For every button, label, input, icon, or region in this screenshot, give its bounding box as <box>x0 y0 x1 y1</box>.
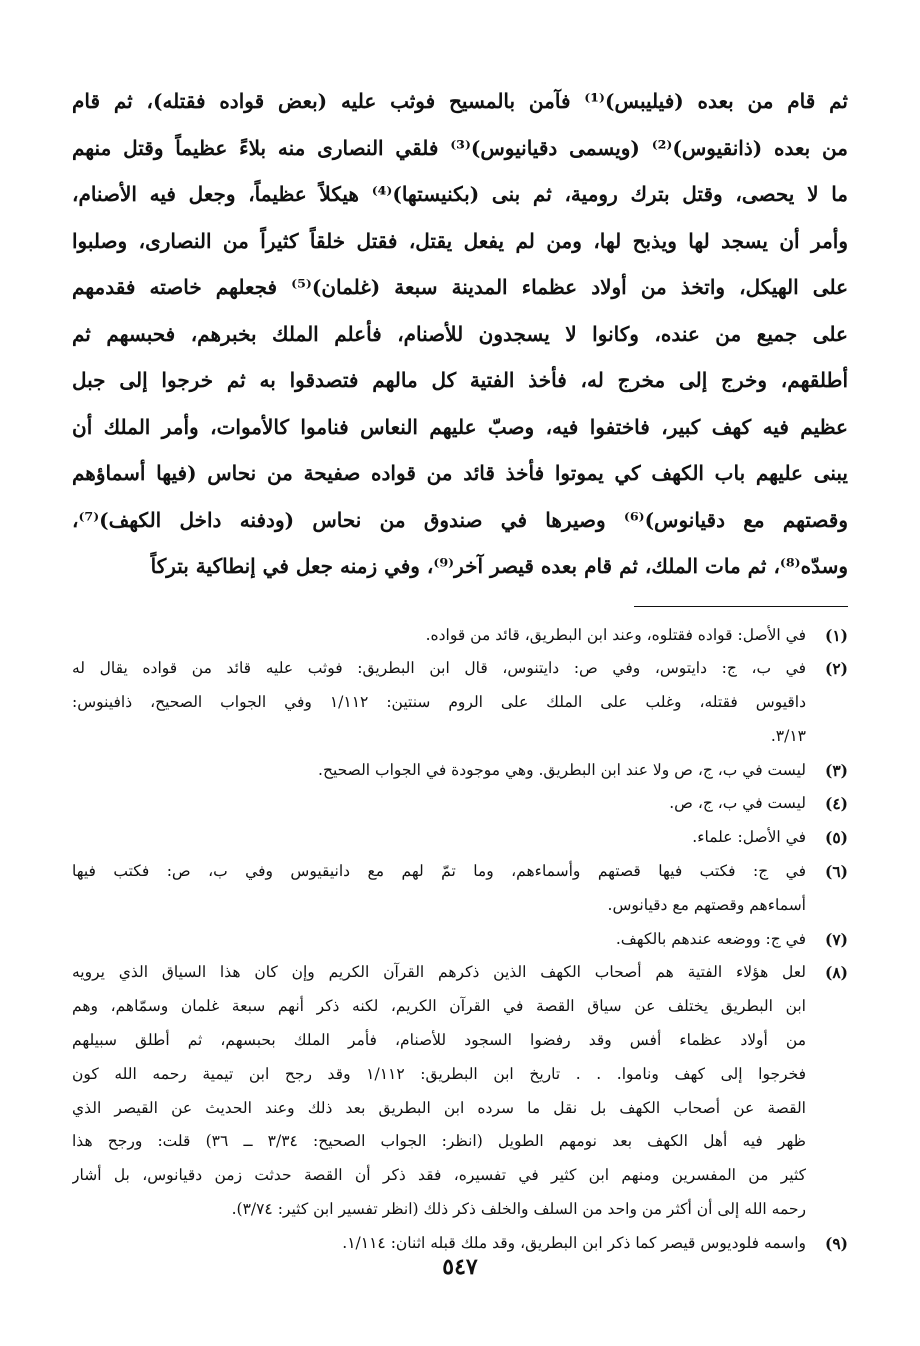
footnote-number: (٥) <box>824 828 848 848</box>
footnote-number: (١) <box>824 625 848 645</box>
body-line: من بعده (ذانقيوس)⁽²⁾ (ويسمى دقيانيوس)⁽³⁾ فلقي النصارى منه بلاءً عظيماً وقتل منهم <box>72 135 848 160</box>
page-content <box>72 78 848 1261</box>
body-line: على الهيكل، واتخذ من أولاد عظماء المدينة سبعة (غلمان)⁽⁵⁾ فجعلهم خاصته فقدمهم <box>72 275 848 299</box>
body-line: ما لا يحصى، وقتل بترك رومية، ثم بنى (بكنيستها)⁽⁴⁾ هيكلاً عظيماً، وجعل فيه الأصنام، <box>72 182 848 206</box>
footnote <box>72 619 848 653</box>
body-line: يبنى عليهم باب الكهف كي يموتوا فأخذ قائد من قواده صفيحة من نحاس (فيها أسماؤهم <box>72 461 848 485</box>
footnote-number: (٨) <box>824 963 848 983</box>
footnote-text <box>72 754 806 788</box>
footnote-line: ابن البطريق يختلف عن سياق القصة في القرآن الكريم، لكنه ذكر أنهم سبعة غلمان وسمّاهم، وهم <box>72 997 806 1016</box>
body-line: عظيم فيه كهف كبير، فاختفوا فيه، وصبّ عليهم النعاس فناموا كالأموات، وأمر الملك أن <box>72 414 848 439</box>
footnote-line: ليست في ب، ج، ص. <box>669 794 806 813</box>
footnote-line: في ب، ج: دايتوس، وفي ص: دايتنوس، قال ابن البطريق: فوثب عليه قائد من قواده يقال له <box>72 659 806 678</box>
footnote-line: أسماءهم وقصتهم مع دقيانوس. <box>607 895 806 914</box>
footnote-text <box>72 821 806 855</box>
footnote-number: (٩) <box>824 1233 848 1253</box>
body-line: ثم قام من بعده (فيليبس)⁽¹⁾ فآمن بالمسيح فوثب عليه (بعض قواده فقتله)، ثم قام <box>72 89 848 113</box>
footnote-line: رحمه الله إلى أن أكثر من واحد من السلف والخلف ذكر ذلك (انظر تفسير ابن كثير: ٣/٧٤). <box>231 1200 806 1219</box>
footnote-number: (٣) <box>824 760 848 780</box>
footnote-line: ليست في ب، ج، ص ولا عند ابن البطريق. وهي موجودة في الجواب الصحيح. <box>318 760 806 779</box>
footnote-number: (٢) <box>824 659 848 679</box>
footnote-line: في الأصل: علماء. <box>692 828 806 847</box>
footnote-number: (٤) <box>824 794 848 814</box>
footnote-line: في ج: ووضعه عندهم بالكهف. <box>615 929 806 948</box>
body-line: وأمر أن يسجد لها ويذبح لها، ومن لم يفعل يقتل، فقتل خلقاً كثيراً من النصارى، وصلبوا <box>72 228 848 253</box>
page-number: ٥٤٧ <box>442 1254 478 1280</box>
footnote-line: فخرجوا إلى كهف وناموا. . . تاريخ ابن البطريق: ١/١١٢ وقد رجح ابن تيمية رحمه الله كون <box>72 1064 806 1083</box>
footnote-text <box>72 956 806 1226</box>
footnote-text <box>72 787 806 821</box>
body-line: أطلقهم، وخرج إلى مخرج له، فأخذ الفتية كل مالهم فتصدقوا به ثم خرجوا إلى جبل <box>72 368 848 392</box>
footnote <box>72 787 848 821</box>
footnote <box>72 652 848 753</box>
footnote <box>72 923 848 957</box>
footnote <box>72 821 848 855</box>
footnote-line: القصة عن أصحاب الكهف بل نقل ما سرده ابن البطريق بعد ذلك وعند الحديث عن القيصر الذي <box>72 1098 806 1117</box>
footnote-text <box>72 923 806 957</box>
footnote-line: في ج: فكتب فيها قصتهم وأسماءهم، وما تمّ لهم مع دانيقيوس وفي ب، ص: فكتب فيها <box>72 862 806 881</box>
footnote-number: (٦) <box>824 862 848 882</box>
footnote <box>72 754 848 788</box>
footnote-line: كثير من المفسرين ومنهم ابن كثير في تفسيره، فقد ذكر أن القصة حدثت زمن دقيانوس، بل أشار <box>72 1166 806 1185</box>
footnote-text <box>72 619 806 653</box>
footnote <box>72 855 848 923</box>
body-line: على جميع من عنده، وكانوا لا يسجدون للأصنام، فأعلم الملك بخبرهم، فحبسهم ثم <box>72 321 848 346</box>
footnote-text <box>72 652 806 753</box>
body-line: وقصتهم مع دقيانوس)⁽⁶⁾ وصيرها في صندوق من نحاس (ودفنه داخل الكهف)⁽⁷⁾، <box>72 507 848 532</box>
footnote <box>72 956 848 1226</box>
footnote-line: من أولاد عظماء أفس وقد رفضوا السجود للأصنام، فأمر الملك بحبسهم، ثم أطلق سبيلهم <box>72 1031 806 1050</box>
footnote-text <box>72 855 806 923</box>
footnote-line: داقيوس فقتله، وغلب على الملك على الروم سنتين: ١/١١٢ وفي الجواب الصحيح، ذافينوس: <box>72 693 806 712</box>
footnote-line: واسمه فلوديوس قيصر كما ذكر ابن البطريق، وقد ملك قبله اثنان: ١/١١٤. <box>342 1233 806 1252</box>
body-line: وسدّه⁽⁸⁾، ثم مات الملك، ثم قام بعده قيصر آخر⁽⁹⁾، وفي زمنه جعل في إنطاكية بتركاً <box>150 554 848 578</box>
footnote-separator <box>634 606 848 607</box>
footnote-line: ظهر فيه أهل الكهف بعد نومهم الطويل (انظر: الجواب الصحيح: ٣/٣٤ ــ ٣٦) قلت: ورجح هذا <box>72 1132 806 1151</box>
main-text <box>72 78 848 590</box>
footnote-number: (٧) <box>824 929 848 949</box>
footnote-line: في الأصل: قواده فقتلوه، وعند ابن البطريق، قائد من قواده. <box>425 625 806 644</box>
footnote-line: ٣/١٣. <box>770 726 806 745</box>
footnote-line: لعل هؤلاء الفتية هم أصحاب الكهف الذين ذكرهم القرآن الكريم وإن كان هذا السياق الذي يرويه <box>72 963 806 982</box>
footnotes <box>72 619 848 1261</box>
